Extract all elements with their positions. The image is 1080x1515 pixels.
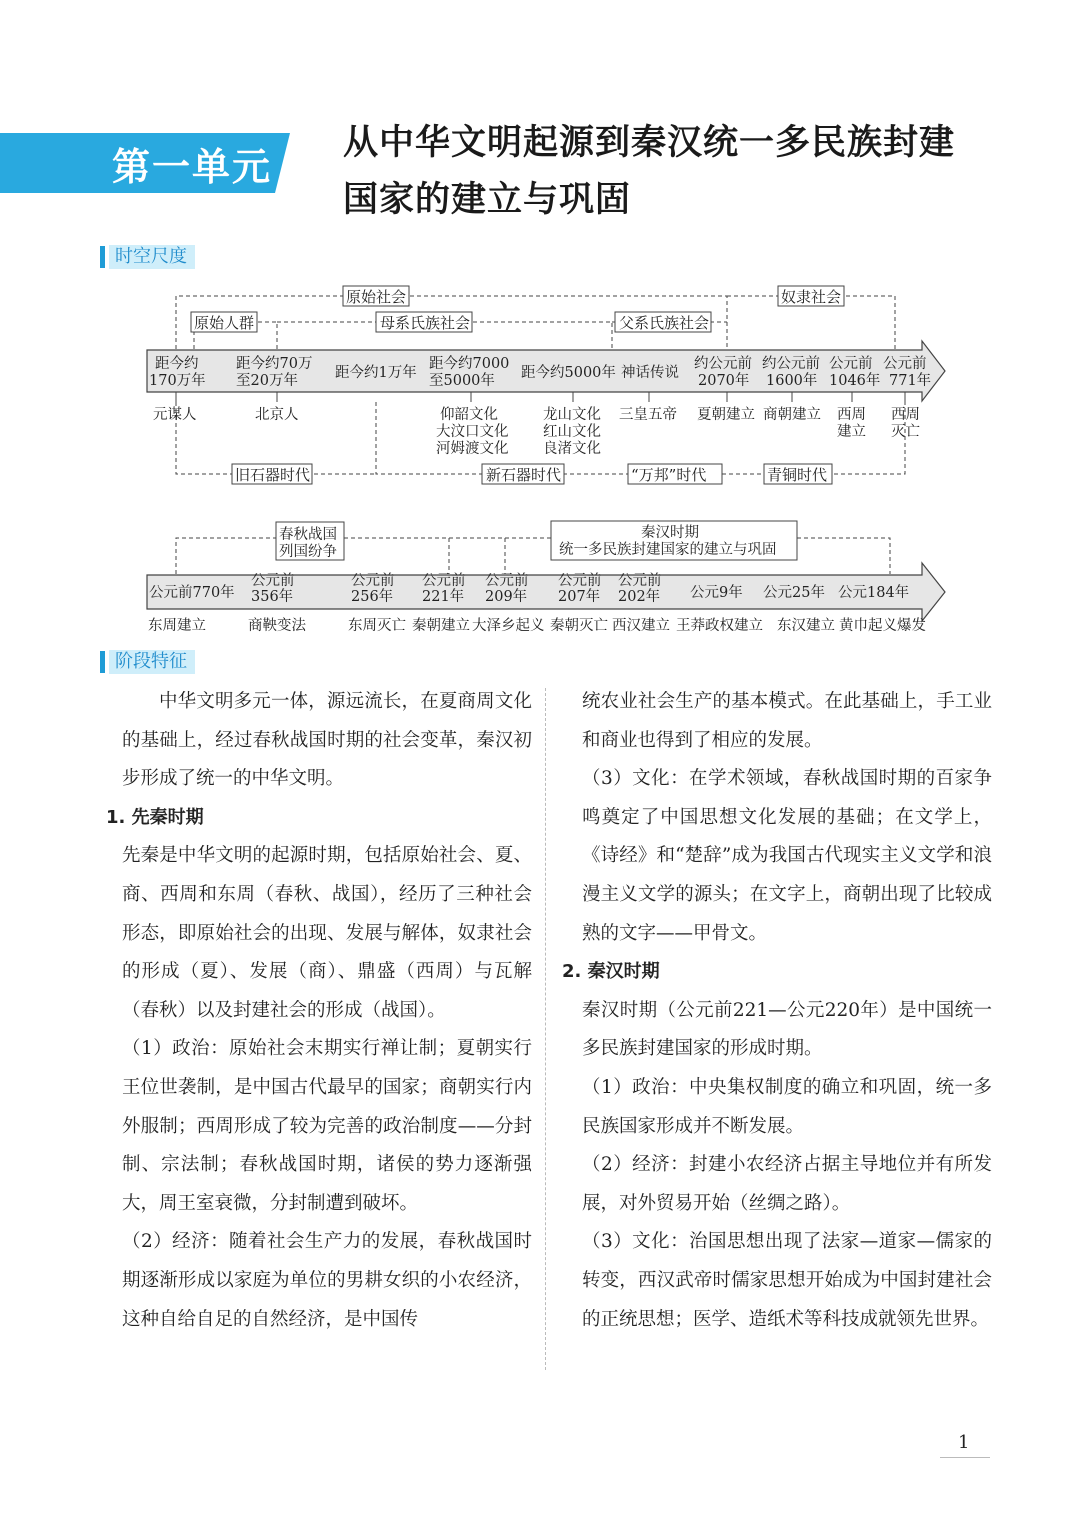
tl2-a15: 公元184年: [838, 585, 910, 601]
right-column: [562, 683, 992, 1339]
tl1-a13: 公元前: [829, 356, 873, 372]
tl1-b0: 元谋人: [153, 407, 197, 423]
tl1-a8: 神话传说: [621, 365, 679, 381]
tl2-box-qinhan-1: 秦汉时期: [641, 525, 699, 541]
tl1-b13: 西周: [891, 407, 920, 423]
tl2-box-qinhan-2: 统一多民族封建国家的建立与巩固: [559, 542, 777, 558]
tl1-b14: 灭亡: [891, 424, 920, 440]
qin-han-economy: （2）经济：封建小农经济占据主导地位并有所发展，对外贸易开始（丝绸之路）。: [582, 1154, 992, 1214]
pre-qin-economy-cont: 统农业社会生产的基本模式。在此基础上，手工业和商业也得到了相应的发展。: [582, 691, 992, 751]
tl2-b7: 王莽政权建立: [676, 618, 763, 634]
tl1-b10: 商朝建立: [763, 407, 821, 423]
tl2-a12: 202年: [618, 589, 661, 605]
tl1-a0: 距今约: [155, 356, 199, 372]
tl1-a3: 至20万年: [236, 373, 298, 389]
timeline-prehistory: [0, 0, 1080, 660]
pre-qin-culture: （3）文化：在学术领域，春秋战国时期的百家争鸣奠定了中国思想文化发展的基础；在文学上，《诗经》和“楚辞”成为我国古代现实主义文学和浪漫主义文学的源头；在文字上，商朝出现了比较成熟的文字——甲骨文。: [582, 768, 992, 944]
column-divider: [545, 688, 546, 1370]
section-heading-features-label: 阶段特征: [109, 650, 195, 674]
qin-han-paragraph: 秦汉时期（公元前221—公元220年）是中国统一多民族封建国家的形成时期。: [582, 999, 992, 1060]
chapter-title-line1: 从中华文明起源到秦汉统一多民族封建: [343, 123, 956, 163]
qin-han-culture: （3）文化：治国思想出现了法家—道家—儒家的转变，西汉武帝时儒家思想开始成为中国封建社会的正统思想；医学、造纸术等科技成就领先世界。: [582, 1231, 992, 1330]
tl1-b5: 龙山文化: [543, 407, 601, 423]
heading-pre-qin: 1. 先秦时期: [106, 806, 204, 828]
tl1-b3: 大汶口文化: [436, 424, 509, 440]
tl1-era-bronze: 青铜时代: [767, 466, 828, 484]
tl1-label-slave-society: 奴隶社会: [781, 288, 842, 306]
tl2-a8: 209年: [485, 589, 528, 605]
unit-label: 第一单元: [112, 144, 273, 189]
tl1-a12: 1600年: [766, 373, 818, 389]
tl1-a10: 2070年: [698, 373, 750, 389]
tl2-a13: 公元9年: [690, 585, 743, 601]
tl1-label-primitive-group: 原始人群: [194, 314, 255, 332]
tl1-b2: 仰韶文化: [440, 407, 498, 423]
tl1-a14: 1046年: [829, 373, 881, 389]
tl1-b7: 良渚文化: [543, 441, 601, 457]
tl1-a15: 公元前: [883, 356, 927, 372]
tl1-a1: 170万年: [149, 373, 206, 389]
tl2-a1: 公元前: [251, 573, 295, 589]
section-heading-features: [100, 650, 195, 674]
tl2-a10: 207年: [558, 589, 601, 605]
left-column: [106, 683, 532, 1339]
tl2-a3: 公元前: [351, 573, 395, 589]
tl1-era-wanbang: “万邦”时代: [631, 466, 707, 484]
tl1-b6: 红山文化: [543, 424, 601, 440]
pre-qin-politics: （1）政治：原始社会末期实行禅让制；夏朝实行王位世袭制，是中国古代最早的国家；商朝实行内外服制；西周形成了较为完善的政治制度——分封制、宗法制；春秋战国时期，诸侯的势力逐渐强大，周王室衰微，分封制遭到破坏。: [122, 1038, 532, 1214]
tl2-a14: 公元25年: [763, 585, 825, 601]
tl2-a2: 356年: [251, 589, 294, 605]
tl1-b12: 建立: [837, 424, 866, 440]
tl2-a7: 公元前: [485, 573, 529, 589]
section-heading-timeline-label: 时空尺度: [109, 245, 195, 269]
page-number-rule: [940, 1457, 990, 1458]
tl2-b9: 黄巾起义爆发: [839, 618, 926, 634]
tl2-a6: 221年: [422, 589, 465, 605]
heading-qin-han: 2. 秦汉时期: [562, 961, 660, 983]
tl2-box-chunqiu-1: 春秋战国: [279, 527, 337, 543]
tl1-a7: 距今约5000年: [521, 365, 616, 381]
tl2-a4: 256年: [351, 589, 394, 605]
tl2-b6: 西汉建立: [612, 618, 670, 634]
tl1-b11: 西周: [837, 407, 866, 423]
tl1-a16: 771年: [889, 373, 932, 389]
tl1-a2: 距今约70万: [236, 356, 313, 372]
tl2-box-chunqiu-2: 列国纷争: [279, 544, 337, 560]
tl2-b8: 东汉建立: [777, 618, 835, 634]
tl1-label-patriarchal: 父系氏族社会: [619, 314, 710, 332]
tl2-b1: 商鞅变法: [248, 618, 306, 634]
tl2-b3: 秦朝建立: [412, 618, 470, 634]
tl1-b8: 三皇五帝: [619, 407, 677, 423]
tl1-era-paleolithic: 旧石器时代: [235, 466, 311, 484]
tl1-era-neolithic: 新石器时代: [486, 466, 562, 484]
tl2-b2: 东周灭亡: [348, 618, 406, 634]
tl1-a5: 距今约7000: [429, 356, 510, 372]
intro-paragraph: 中华文明多元一体，源远流长，在夏商周文化的基础上，经过春秋战国时期的社会变革，秦汉初步形成了统一的中华文明。: [122, 691, 532, 790]
tl1-a9: 约公元前: [694, 356, 752, 372]
page-number: 1: [958, 1432, 970, 1453]
tl1-b9: 夏朝建立: [697, 407, 755, 423]
tl2-b0: 东周建立: [148, 618, 206, 634]
tl1-b4: 河姆渡文化: [436, 441, 509, 457]
chapter-title-line2: 国家的建立与巩固: [343, 180, 632, 220]
tl2-a0: 公元前770年: [149, 585, 235, 601]
tl2-a9: 公元前: [558, 573, 602, 589]
tl1-a6: 至5000年: [429, 373, 495, 389]
tl1-label-primitive-society: 原始社会: [346, 288, 407, 306]
pre-qin-economy: （2）经济：随着社会生产力的发展，春秋战国时期逐渐形成以家庭为单位的男耕女织的小农经济，这种自给自足的自然经济，是中国传: [122, 1231, 532, 1330]
qin-han-politics: （1）政治：中央集权制度的确立和巩固，统一多民族国家形成并不断发展。: [582, 1076, 992, 1137]
tl1-b1: 北京人: [255, 407, 299, 423]
tl2-a5: 公元前: [422, 573, 466, 589]
tl2-b4: 大泽乡起义: [472, 618, 545, 634]
tl1-a4: 距今约1万年: [335, 365, 417, 381]
tl1-a11: 约公元前: [762, 356, 820, 372]
tl2-a11: 公元前: [618, 573, 662, 589]
tl1-label-matriarchal: 母系氏族社会: [380, 314, 471, 332]
pre-qin-paragraph: 先秦是中华文明的起源时期，包括原始社会、夏、商、西周和东周（春秋、战国），经历了三种社会形态，即原始社会的出现、发展与解体，奴隶社会的形成（夏）、发展（商）、鼎盛（西周）与瓦解（春秋）以及封建社会的形成（战国）。: [122, 845, 532, 1021]
tl2-b5: 秦朝灭亡: [550, 618, 608, 634]
